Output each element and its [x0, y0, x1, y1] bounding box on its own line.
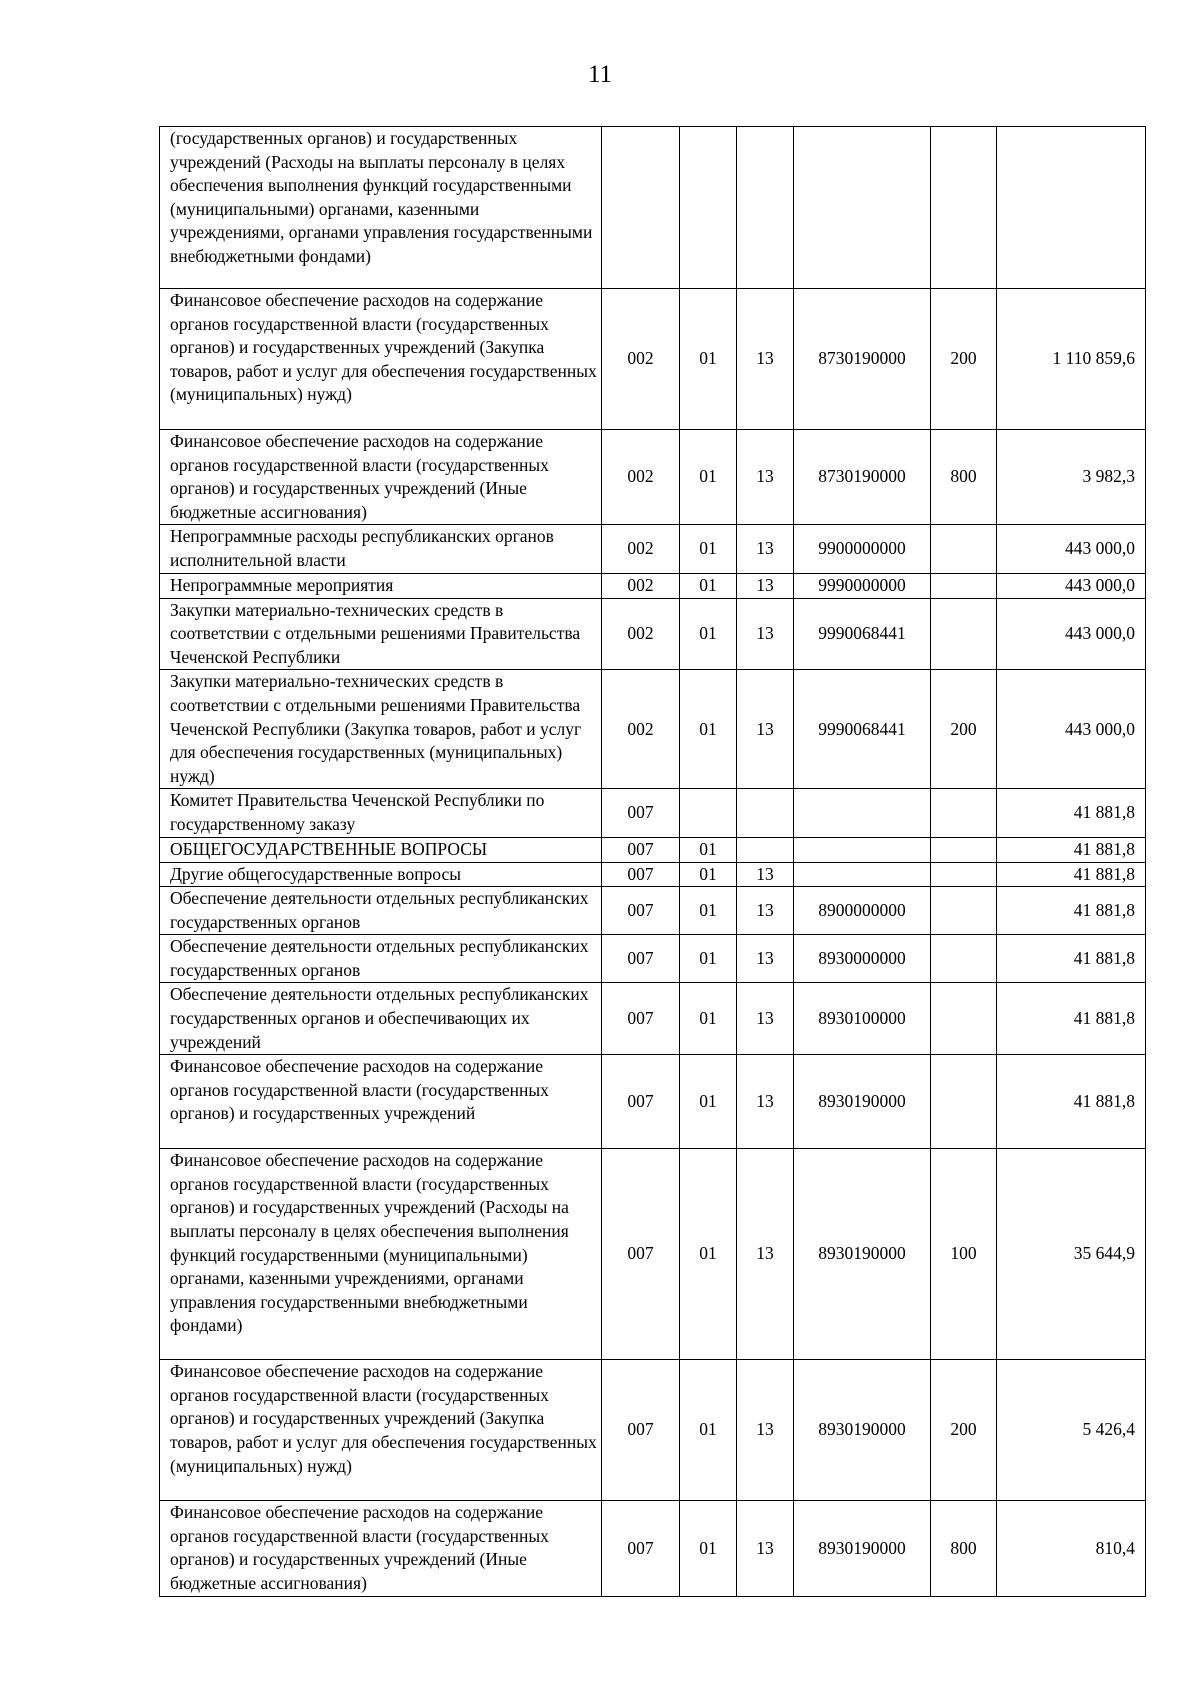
- table-row: [160, 789, 1146, 837]
- pr-cell: [737, 127, 794, 289]
- row-name-cell: Финансовое обеспечение расходов на содержание органов государственной власти (государственных органов) и государственных учреждений: [160, 1055, 602, 1149]
- csr-cell: 8930000000: [794, 935, 931, 983]
- csr-cell: 8930190000: [794, 1149, 931, 1360]
- rz-cell: 01: [680, 1149, 737, 1360]
- table-row: [160, 573, 1146, 598]
- vr-cell: 800: [931, 430, 997, 525]
- ved-cell: 002: [602, 670, 680, 789]
- pr-cell: 13: [737, 525, 794, 573]
- vr-cell: [931, 887, 997, 935]
- pr-cell: 13: [737, 1501, 794, 1596]
- pr-cell: [737, 837, 794, 862]
- vr-cell: [931, 598, 997, 670]
- rz-cell: [680, 127, 737, 289]
- page-number: 11: [587, 61, 613, 88]
- ved-cell: 002: [602, 573, 680, 598]
- rz-cell: 01: [680, 1501, 737, 1596]
- csr-cell: [794, 127, 931, 289]
- amount-cell: 41 881,8: [997, 1055, 1146, 1149]
- vr-cell: 200: [931, 289, 997, 430]
- row-name-cell: Финансовое обеспечение расходов на содержание органов государственной власти (государственных органов) и государственных учреждений (Закупка товаров, работ и услуг для обеспечения государственных (муниципальных) нужд): [160, 1360, 602, 1501]
- row-name-cell: Другие общегосударственные вопросы: [160, 862, 602, 887]
- csr-cell: [794, 789, 931, 837]
- rz-cell: 01: [680, 525, 737, 573]
- ved-cell: 007: [602, 837, 680, 862]
- rz-cell: 01: [680, 983, 737, 1055]
- amount-cell: 41 881,8: [997, 862, 1146, 887]
- rz-cell: 01: [680, 430, 737, 525]
- table-row: [160, 862, 1146, 887]
- amount-cell: 3 982,3: [997, 430, 1146, 525]
- row-name-cell: Финансовое обеспечение расходов на содержание органов государственной власти (государственных органов) и государственных учреждений (Закупка товаров, работ и услуг для обеспечения государственных (муниципальных) нужд): [160, 289, 602, 430]
- amount-cell: 41 881,8: [997, 789, 1146, 837]
- csr-cell: 8930190000: [794, 1055, 931, 1149]
- row-name-cell: Закупки материально-технических средств в соответствии с отдельными решениями Правительства Чеченской Республики (Закупка товаров, работ и услуг для обеспечения государственных (муниципальных) нужд): [160, 670, 602, 789]
- amount-cell: 443 000,0: [997, 598, 1146, 670]
- amount-cell: [997, 127, 1146, 289]
- table-row: [160, 430, 1146, 525]
- table-row: [160, 983, 1146, 1055]
- ved-cell: 007: [602, 887, 680, 935]
- pr-cell: [737, 789, 794, 837]
- budget-table-body: [160, 127, 1146, 1597]
- ved-cell: 007: [602, 1501, 680, 1596]
- table-row: [160, 289, 1146, 430]
- rz-cell: 01: [680, 887, 737, 935]
- rz-cell: 01: [680, 1055, 737, 1149]
- row-name-cell: Непрограммные расходы республиканских органов исполнительной власти: [160, 525, 602, 573]
- csr-cell: 9990000000: [794, 573, 931, 598]
- csr-cell: 8930190000: [794, 1501, 931, 1596]
- row-name-cell: Обеспечение деятельности отдельных республиканских государственных органов: [160, 935, 602, 983]
- vr-cell: [931, 789, 997, 837]
- pr-cell: 13: [737, 598, 794, 670]
- amount-cell: 41 881,8: [997, 983, 1146, 1055]
- row-name-cell: ОБЩЕГОСУДАРСТВЕННЫЕ ВОПРОСЫ: [160, 837, 602, 862]
- table-row: [160, 1360, 1146, 1501]
- row-name-cell: Обеспечение деятельности отдельных республиканских государственных органов и обеспечивающих их учреждений: [160, 983, 602, 1055]
- ved-cell: 007: [602, 935, 680, 983]
- csr-cell: 9990068441: [794, 670, 931, 789]
- amount-cell: 443 000,0: [997, 525, 1146, 573]
- vr-cell: [931, 525, 997, 573]
- ved-cell: 002: [602, 289, 680, 430]
- amount-cell: 443 000,0: [997, 573, 1146, 598]
- table-row: [160, 935, 1146, 983]
- csr-cell: 9900000000: [794, 525, 931, 573]
- ved-cell: 002: [602, 525, 680, 573]
- ved-cell: [602, 127, 680, 289]
- amount-cell: 810,4: [997, 1501, 1146, 1596]
- table-row: [160, 127, 1146, 289]
- rz-cell: 01: [680, 670, 737, 789]
- amount-cell: 35 644,9: [997, 1149, 1146, 1360]
- amount-cell: 41 881,8: [997, 935, 1146, 983]
- table-row: [160, 887, 1146, 935]
- budget-table: [159, 126, 1146, 1597]
- ved-cell: 002: [602, 598, 680, 670]
- rz-cell: 01: [680, 289, 737, 430]
- csr-cell: 8930100000: [794, 983, 931, 1055]
- table-row: [160, 837, 1146, 862]
- rz-cell: 01: [680, 935, 737, 983]
- vr-cell: [931, 837, 997, 862]
- row-name-cell: Закупки материально-технических средств в соответствии с отдельными решениями Правительства Чеченской Республики: [160, 598, 602, 670]
- row-name-cell: Финансовое обеспечение расходов на содержание органов государственной власти (государственных органов) и государственных учреждений (Иные бюджетные ассигнования): [160, 430, 602, 525]
- csr-cell: 8730190000: [794, 430, 931, 525]
- rz-cell: [680, 789, 737, 837]
- pr-cell: 13: [737, 430, 794, 525]
- pr-cell: 13: [737, 983, 794, 1055]
- rz-cell: 01: [680, 598, 737, 670]
- row-name-cell: Финансовое обеспечение расходов на содержание органов государственной власти (государственных органов) и государственных учреждений (Иные бюджетные ассигнования): [160, 1501, 602, 1596]
- csr-cell: [794, 837, 931, 862]
- ved-cell: 007: [602, 983, 680, 1055]
- rz-cell: 01: [680, 837, 737, 862]
- amount-cell: 5 426,4: [997, 1360, 1146, 1501]
- ved-cell: 007: [602, 862, 680, 887]
- csr-cell: 8900000000: [794, 887, 931, 935]
- amount-cell: 41 881,8: [997, 887, 1146, 935]
- vr-cell: [931, 573, 997, 598]
- rz-cell: 01: [680, 573, 737, 598]
- pr-cell: 13: [737, 935, 794, 983]
- vr-cell: [931, 983, 997, 1055]
- pr-cell: 13: [737, 1149, 794, 1360]
- row-name-cell: Непрограммные мероприятия: [160, 573, 602, 598]
- vr-cell: 100: [931, 1149, 997, 1360]
- table-row: [160, 598, 1146, 670]
- ved-cell: 007: [602, 789, 680, 837]
- rz-cell: 01: [680, 862, 737, 887]
- csr-cell: [794, 862, 931, 887]
- ved-cell: 002: [602, 430, 680, 525]
- rz-cell: 01: [680, 1360, 737, 1501]
- pr-cell: 13: [737, 1360, 794, 1501]
- row-name-cell: Обеспечение деятельности отдельных республиканских государственных органов: [160, 887, 602, 935]
- table-row: [160, 1055, 1146, 1149]
- amount-cell: 41 881,8: [997, 837, 1146, 862]
- table-row: [160, 1149, 1146, 1360]
- vr-cell: 800: [931, 1501, 997, 1596]
- vr-cell: [931, 862, 997, 887]
- table-row: [160, 525, 1146, 573]
- csr-cell: 9990068441: [794, 598, 931, 670]
- csr-cell: 8730190000: [794, 289, 931, 430]
- pr-cell: 13: [737, 670, 794, 789]
- pr-cell: 13: [737, 573, 794, 598]
- ved-cell: 007: [602, 1360, 680, 1501]
- pr-cell: 13: [737, 862, 794, 887]
- vr-cell: 200: [931, 670, 997, 789]
- table-row: [160, 1501, 1146, 1596]
- vr-cell: [931, 1055, 997, 1149]
- row-name-cell: Финансовое обеспечение расходов на содержание органов государственной власти (государственных органов) и государственных учреждений (Расходы на выплаты персоналу в целях обеспечения выполнения функций государственными (муниципальными) органами, казенными учреждениями, органами управления государственными внебюджетными фондами): [160, 1149, 602, 1360]
- vr-cell: 200: [931, 1360, 997, 1501]
- row-name-cell: (государственных органов) и государственных учреждений (Расходы на выплаты персоналу в целях обеспечения выполнения функций государственными (муниципальными) органами, казенными учреждениями, органами управления государственными внебюджетными фондами): [160, 127, 602, 289]
- vr-cell: [931, 127, 997, 289]
- amount-cell: 1 110 859,6: [997, 289, 1146, 430]
- table-row: [160, 670, 1146, 789]
- pr-cell: 13: [737, 1055, 794, 1149]
- vr-cell: [931, 935, 997, 983]
- csr-cell: 8930190000: [794, 1360, 931, 1501]
- ved-cell: 007: [602, 1055, 680, 1149]
- pr-cell: 13: [737, 289, 794, 430]
- amount-cell: 443 000,0: [997, 670, 1146, 789]
- ved-cell: 007: [602, 1149, 680, 1360]
- pr-cell: 13: [737, 887, 794, 935]
- row-name-cell: Комитет Правительства Чеченской Республики по государственному заказу: [160, 789, 602, 837]
